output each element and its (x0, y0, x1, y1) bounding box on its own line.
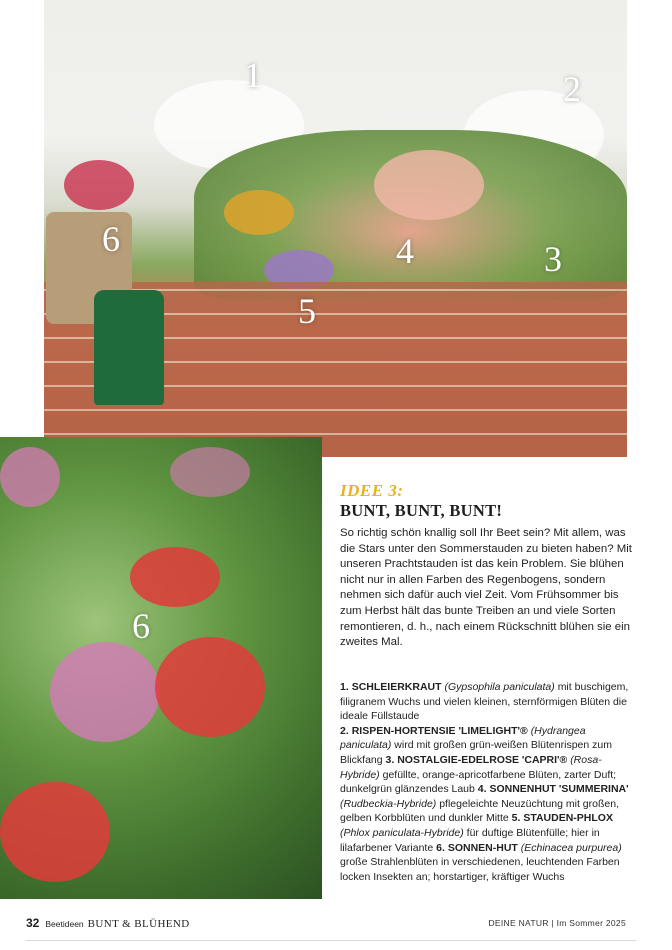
plant-name: NOSTALGIE-EDELROSE 'CAPRI'® (397, 753, 568, 766)
photo-numeral: 2 (563, 69, 581, 109)
photo-numeral: 6 (102, 219, 120, 259)
plant-number: 3. (385, 753, 395, 766)
echinacea-flower (0, 447, 60, 507)
photo-numeral: 5 (298, 291, 316, 331)
plant-desc: große Strahlenblüten in verschiedenen, leuchtenden Farben locken Insekten an; horstartiger, kräftiger Wuchs (340, 856, 620, 883)
plant-number: 4. (477, 783, 487, 796)
plant-name: SONNEN-HUT (447, 841, 518, 854)
echinacea-flower (0, 782, 110, 882)
article-intro: So richtig schön knallig soll Ihr Beet sein? Mit allem, was die Stars unter den Sommerstauden zu bieten haben? Mit unseren Prachtstauden ist das kein Problem. Sie blühen nicht nur in allen Farben des Regenbogens, sondern nehmen sich dafür auch viel Zeit. Vom Frühsommer bis zum Herbst hält das bunte Treiben an und viele Sorten remontieren, d. h., nach einem Rückschnitt blühen sie ein zweites Mal. (340, 527, 632, 649)
plant-number: 1. (340, 681, 349, 693)
folio-right: DEINE NATUR | Im Sommer 2025 (488, 918, 626, 928)
plant-name: SCHLEIERKRAUT (351, 681, 442, 693)
plant-latin: (Rudbeckia-Hybride) (340, 797, 437, 810)
plant-desc: pflegeleichte Neuzüchtung mit großen, gelben Korbblüten und dunkler Mitte (340, 797, 619, 825)
photo-numeral: 6 (132, 606, 150, 646)
footer-section: BUNT & BLÜHEND (87, 918, 190, 930)
plant-name: STAUDEN-PHLOX (523, 812, 613, 825)
echinacea-flower (50, 642, 160, 742)
plant-number: 2. (340, 724, 349, 737)
plant-desc: mit buschigem, filigranem Wuchs und vielen kleinen, sternförmigen Blüten die ideale Füllstaude (340, 681, 629, 723)
plant-latin: (Phlox paniculata-Hybride) (340, 826, 464, 839)
plant-desc: wird mit großen grün-weißen Blütenrispen zum Blickfang (340, 739, 612, 766)
echinacea-flower (155, 637, 265, 737)
photo-echinacea (0, 437, 322, 899)
photo-numeral: 4 (396, 231, 414, 271)
rudbeckia-cluster (224, 190, 294, 235)
article-kicker: IDEE 3: (340, 481, 404, 500)
plant-desc: gefüllte, orange-apricotfarbene Blüten, zarter Duft; dunkelgrün glänzendes Laub (340, 768, 617, 796)
page-number: 32 (26, 916, 40, 930)
plant-number: 6. (436, 841, 445, 854)
echinacea-cluster (64, 160, 134, 210)
plant-latin: (Hydrangea paniculata) (340, 724, 586, 752)
plant-list (340, 680, 636, 884)
footer-kicker: Beetideen (45, 919, 84, 929)
folio-left (26, 916, 190, 930)
footer-rule (26, 940, 636, 941)
plant-latin: (Echinacea purpurea) (520, 841, 622, 854)
plant-name: SONNENHUT 'SUMMERINA' (489, 783, 629, 796)
plant-number: 5. (511, 812, 521, 825)
plant-latin: (Gypsophila paniculata) (444, 681, 555, 693)
echinacea-flower (170, 447, 250, 497)
rose-cluster (374, 150, 484, 220)
photo-numeral: 1 (244, 55, 262, 95)
echinacea-flower (130, 547, 220, 607)
photo-numeral: 3 (544, 239, 562, 279)
plant-latin: (Rosa-Hybride) (340, 753, 602, 781)
plant-name: RISPEN-HORTENSIE 'LIMELIGHT'® (351, 724, 528, 737)
plant-desc: für duftige Blütenfülle; hier in lilafarbener Variante (340, 826, 600, 854)
watering-can (94, 290, 164, 405)
article-headline: BUNT, BUNT, BUNT! (340, 501, 503, 520)
photo-flowerbed (44, 0, 627, 457)
